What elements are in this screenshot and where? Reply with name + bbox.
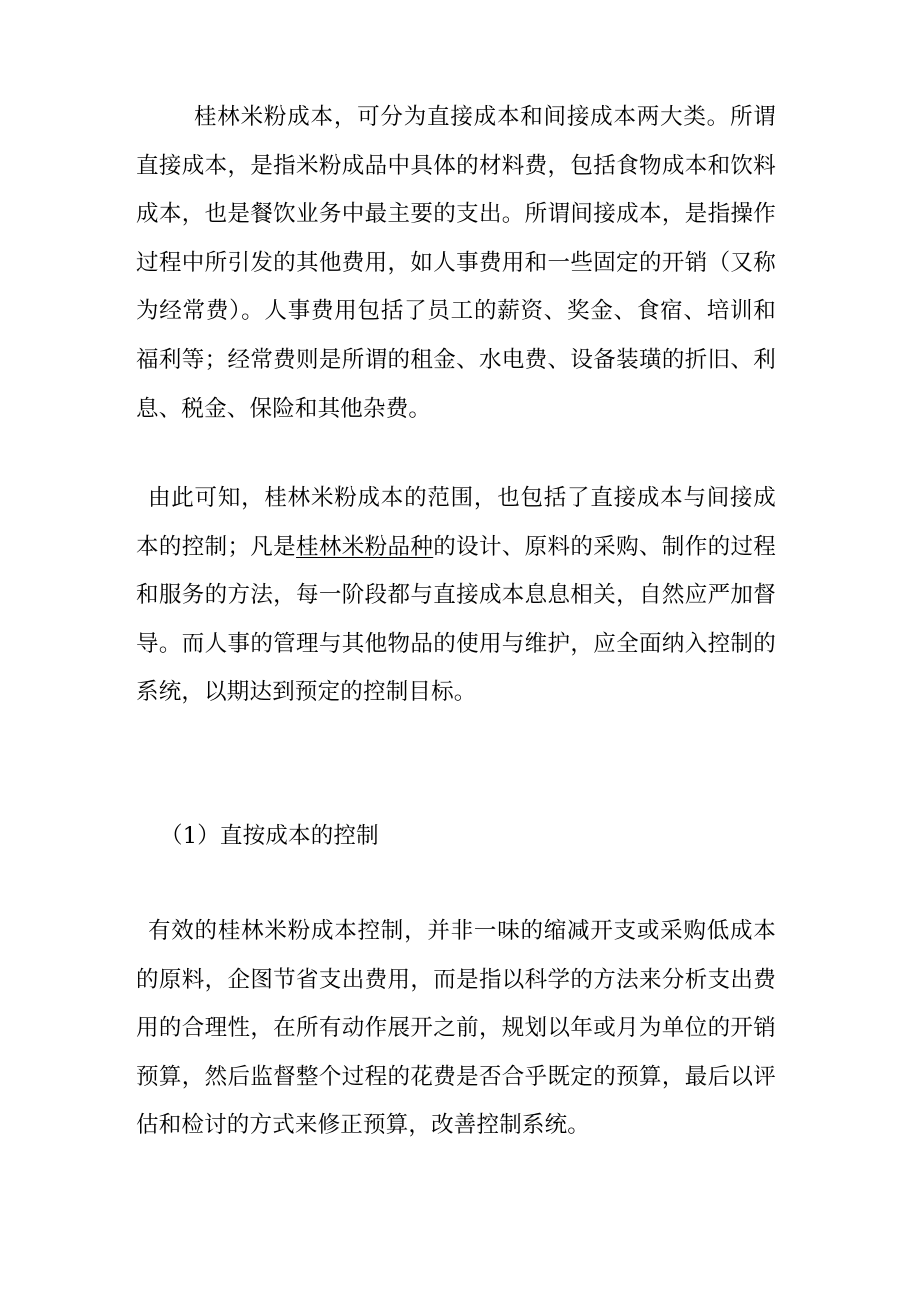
paragraph-cost-scope xyxy=(136,474,776,717)
paragraph-cost-categories: 桂林米粉成本，可分为直接成本和间接成本两大类。所谓直接成本，是指米粉成品中具体的材料费，包括食物成本和饮料成本，也是餐饮业务中最主要的支出。所谓间接成本，是指操作过程中所引发的其他费用，如人事费用和一些固定的开销（又称为经常费）。人事费用包括了员工的薪资、奖金、食宿、培训和福利等；经常费则是所谓的租金、水电费、设备装璜的折旧、利息、税金、保险和其他杂费。 xyxy=(136,104,776,422)
paragraph-2-text-after-link: 的设计、原料的采购、制作的过程和服务的方法，每一阶段都与直接成本息息相关，自然应严加督导。而人事的管理与其他物品的使用与维护，应全面纳入控制的系统，以期达到预定的控制目标。 xyxy=(136,533,777,706)
paragraph-effective-cost-control: 有效的桂林米粉成本控制，并非一味的缩减开支或采购低成本的原料，企图节省支出费用，而是指以科学的方法来分析支出费用的合理性，在所有动作展开之前，规划以年或月为单位的开销预算，然后监督整个过程的花费是否合乎既定的预算，最后以评估和检讨的方式来修正预算，改善控制系统。 xyxy=(136,918,776,1139)
section-heading-direct-cost-control: （1）直按成本的控制 xyxy=(160,823,379,849)
paragraph-2-text-before-link: 由此可知，桂林米粉成本的范围，也包括了直接成本与间接成本的控制；凡是 xyxy=(136,485,776,560)
rice-noodle-varieties-link[interactable]: 桂林米粉品种 xyxy=(296,533,434,560)
